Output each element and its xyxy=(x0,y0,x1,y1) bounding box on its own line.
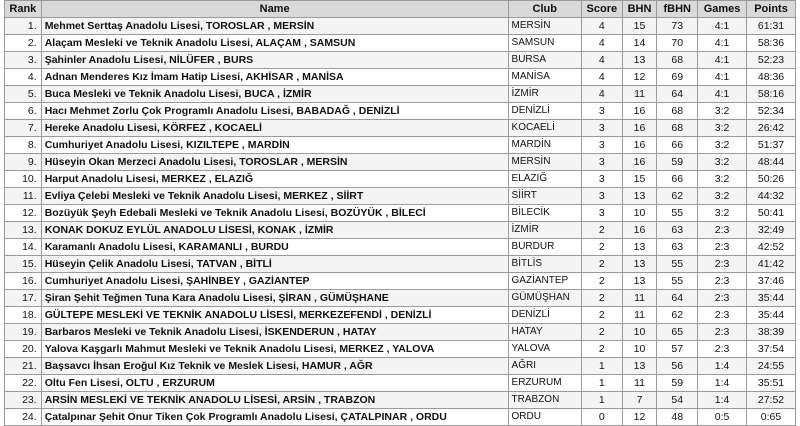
table-row xyxy=(5,290,796,307)
name-cell: Hüseyin Okan Merzeci Anadolu Lisesi, TOROSLAR , MERSİN xyxy=(41,154,508,171)
bhn-cell: 16 xyxy=(622,154,657,171)
fbhn-cell: 55 xyxy=(657,273,698,290)
points-cell: 52:23 xyxy=(747,52,796,69)
games-cell: 0:5 xyxy=(698,409,747,426)
table-row xyxy=(5,375,796,392)
games-cell: 2:3 xyxy=(698,239,747,256)
name-cell: KONAK DOKUZ EYLÜL ANADOLU LİSESİ, KONAK , İZMİR xyxy=(41,222,508,239)
games-cell: 4:1 xyxy=(698,52,747,69)
rank-cell: 18. xyxy=(5,307,42,324)
fbhn-cell: 55 xyxy=(657,256,698,273)
name-cell: Çatalpınar Şehit Onur Tiken Çok Programlı Anadolu Lisesi, ÇATALPINAR , ORDU xyxy=(41,409,508,426)
rank-cell: 23. xyxy=(5,392,42,409)
rank-cell: 9. xyxy=(5,154,42,171)
points-cell: 41:42 xyxy=(747,256,796,273)
rank-cell: 2. xyxy=(5,35,42,52)
fbhn-cell: 70 xyxy=(657,35,698,52)
header-rank: Rank xyxy=(5,1,42,18)
games-cell: 1:4 xyxy=(698,375,747,392)
bhn-cell: 10 xyxy=(622,324,657,341)
header-name: Name xyxy=(41,1,508,18)
name-cell: Evliya Çelebi Mesleki ve Teknik Anadolu Lisesi, MERKEZ , SİİRT xyxy=(41,188,508,205)
games-cell: 4:1 xyxy=(698,86,747,103)
games-cell: 4:1 xyxy=(698,35,747,52)
points-cell: 51:37 xyxy=(747,137,796,154)
games-cell: 3:2 xyxy=(698,188,747,205)
fbhn-cell: 68 xyxy=(657,52,698,69)
fbhn-cell: 57 xyxy=(657,341,698,358)
club-cell: SİİRT xyxy=(508,188,581,205)
club-cell: AĞRI xyxy=(508,358,581,375)
table-row xyxy=(5,324,796,341)
fbhn-cell: 68 xyxy=(657,103,698,120)
name-cell: Mehmet Serttaş Anadolu Lisesi, TOROSLAR , MERSİN xyxy=(41,18,508,35)
fbhn-cell: 59 xyxy=(657,375,698,392)
bhn-cell: 12 xyxy=(622,409,657,426)
club-cell: BİLECİK xyxy=(508,205,581,222)
rank-cell: 20. xyxy=(5,341,42,358)
table-row xyxy=(5,409,796,426)
games-cell: 1:4 xyxy=(698,392,747,409)
score-cell: 2 xyxy=(581,307,622,324)
fbhn-cell: 62 xyxy=(657,307,698,324)
games-cell: 3:2 xyxy=(698,120,747,137)
rank-cell: 15. xyxy=(5,256,42,273)
rank-cell: 16. xyxy=(5,273,42,290)
fbhn-cell: 54 xyxy=(657,392,698,409)
rank-cell: 8. xyxy=(5,137,42,154)
table-row xyxy=(5,273,796,290)
score-cell: 4 xyxy=(581,52,622,69)
points-cell: 50:26 xyxy=(747,171,796,188)
table-row xyxy=(5,188,796,205)
name-cell: Adnan Menderes Kız İmam Hatip Lisesi, AKHİSAR , MANİSA xyxy=(41,69,508,86)
table-body xyxy=(5,18,796,426)
table-row xyxy=(5,86,796,103)
table-row xyxy=(5,171,796,188)
score-cell: 2 xyxy=(581,341,622,358)
points-cell: 52:34 xyxy=(747,103,796,120)
points-cell: 37:46 xyxy=(747,273,796,290)
fbhn-cell: 59 xyxy=(657,154,698,171)
bhn-cell: 16 xyxy=(622,222,657,239)
rank-cell: 24. xyxy=(5,409,42,426)
rank-cell: 1. xyxy=(5,18,42,35)
score-cell: 1 xyxy=(581,358,622,375)
rank-cell: 11. xyxy=(5,188,42,205)
fbhn-cell: 66 xyxy=(657,137,698,154)
name-cell: GÜLTEPE MESLEKİ VE TEKNİK ANADOLU LİSESİ, MERKEZEFENDİ , DENİZLİ xyxy=(41,307,508,324)
bhn-cell: 13 xyxy=(622,188,657,205)
score-cell: 1 xyxy=(581,392,622,409)
points-cell: 48:44 xyxy=(747,154,796,171)
points-cell: 42:52 xyxy=(747,239,796,256)
games-cell: 2:3 xyxy=(698,341,747,358)
games-cell: 2:3 xyxy=(698,324,747,341)
standings-table-container xyxy=(4,0,796,426)
club-cell: İZMİR xyxy=(508,86,581,103)
bhn-cell: 16 xyxy=(622,120,657,137)
fbhn-cell: 73 xyxy=(657,18,698,35)
name-cell: Şahinler Anadolu Lisesi, NİLÜFER , BURS xyxy=(41,52,508,69)
rank-cell: 4. xyxy=(5,69,42,86)
bhn-cell: 14 xyxy=(622,35,657,52)
points-cell: 61:31 xyxy=(747,18,796,35)
name-cell: Oltu Fen Lisesi, OLTU , ERZURUM xyxy=(41,375,508,392)
score-cell: 3 xyxy=(581,137,622,154)
name-cell: Hüseyin Çelik Anadolu Lisesi, TATVAN , BİTLİ xyxy=(41,256,508,273)
table-row xyxy=(5,18,796,35)
bhn-cell: 12 xyxy=(622,69,657,86)
score-cell: 2 xyxy=(581,324,622,341)
table-row xyxy=(5,69,796,86)
rank-cell: 17. xyxy=(5,290,42,307)
club-cell: YALOVA xyxy=(508,341,581,358)
name-cell: ARSİN MESLEKİ VE TEKNİK ANADOLU LİSESİ, ARSİN , TRABZON xyxy=(41,392,508,409)
fbhn-cell: 56 xyxy=(657,358,698,375)
games-cell: 4:1 xyxy=(698,18,747,35)
fbhn-cell: 63 xyxy=(657,239,698,256)
header-fbhn: fBHN xyxy=(657,1,698,18)
name-cell: Şiran Şehit Teğmen Tuna Kara Anadolu Lisesi, ŞİRAN , GÜMÜŞHANE xyxy=(41,290,508,307)
games-cell: 3:2 xyxy=(698,137,747,154)
games-cell: 3:2 xyxy=(698,205,747,222)
fbhn-cell: 65 xyxy=(657,324,698,341)
header-bhn: BHN xyxy=(622,1,657,18)
fbhn-cell: 64 xyxy=(657,290,698,307)
name-cell: Yalova Kaşgarlı Mahmut Mesleki ve Teknik Anadolu Lisesi, MERKEZ , YALOVA xyxy=(41,341,508,358)
table-row xyxy=(5,358,796,375)
score-cell: 3 xyxy=(581,154,622,171)
bhn-cell: 13 xyxy=(622,358,657,375)
club-cell: İZMİR xyxy=(508,222,581,239)
name-cell: Hereke Anadolu Lisesi, KÖRFEZ , KOCAELİ xyxy=(41,120,508,137)
fbhn-cell: 66 xyxy=(657,171,698,188)
score-cell: 3 xyxy=(581,188,622,205)
table-row xyxy=(5,120,796,137)
table-row xyxy=(5,392,796,409)
bhn-cell: 10 xyxy=(622,341,657,358)
club-cell: MANİSA xyxy=(508,69,581,86)
rank-cell: 6. xyxy=(5,103,42,120)
points-cell: 58:16 xyxy=(747,86,796,103)
points-cell: 24:55 xyxy=(747,358,796,375)
table-row xyxy=(5,103,796,120)
club-cell: MERSİN xyxy=(508,154,581,171)
games-cell: 1:4 xyxy=(698,358,747,375)
table-row xyxy=(5,256,796,273)
name-cell: Bozüyük Şeyh Edebali Mesleki ve Teknik Anadolu Lisesi, BOZÜYÜK , BİLECİ xyxy=(41,205,508,222)
club-cell: ORDU xyxy=(508,409,581,426)
name-cell: Harput Anadolu Lisesi, MERKEZ , ELAZIĞ xyxy=(41,171,508,188)
table-row xyxy=(5,52,796,69)
score-cell: 2 xyxy=(581,290,622,307)
score-cell: 2 xyxy=(581,273,622,290)
table-row xyxy=(5,137,796,154)
points-cell: 35:44 xyxy=(747,307,796,324)
rank-cell: 22. xyxy=(5,375,42,392)
points-cell: 37:54 xyxy=(747,341,796,358)
club-cell: BURSA xyxy=(508,52,581,69)
club-cell: GAZİANTEP xyxy=(508,273,581,290)
name-cell: Cumhuriyet Anadolu Lisesi, KIZILTEPE , MARDİN xyxy=(41,137,508,154)
name-cell: Alaçam Mesleki ve Teknik Anadolu Lisesi, ALAÇAM , SAMSUN xyxy=(41,35,508,52)
table-row xyxy=(5,239,796,256)
bhn-cell: 11 xyxy=(622,290,657,307)
bhn-cell: 13 xyxy=(622,239,657,256)
fbhn-cell: 69 xyxy=(657,69,698,86)
points-cell: 27:52 xyxy=(747,392,796,409)
score-cell: 4 xyxy=(581,18,622,35)
games-cell: 2:3 xyxy=(698,273,747,290)
fbhn-cell: 68 xyxy=(657,120,698,137)
bhn-cell: 16 xyxy=(622,103,657,120)
rank-cell: 21. xyxy=(5,358,42,375)
bhn-cell: 13 xyxy=(622,256,657,273)
bhn-cell: 13 xyxy=(622,52,657,69)
fbhn-cell: 62 xyxy=(657,188,698,205)
rank-cell: 7. xyxy=(5,120,42,137)
score-cell: 2 xyxy=(581,222,622,239)
points-cell: 58:36 xyxy=(747,35,796,52)
rank-cell: 14. xyxy=(5,239,42,256)
club-cell: ERZURUM xyxy=(508,375,581,392)
fbhn-cell: 63 xyxy=(657,222,698,239)
header-games: Games xyxy=(698,1,747,18)
score-cell: 3 xyxy=(581,103,622,120)
club-cell: DENİZLİ xyxy=(508,103,581,120)
score-cell: 0 xyxy=(581,409,622,426)
club-cell: ELAZIĞ xyxy=(508,171,581,188)
table-row xyxy=(5,154,796,171)
games-cell: 2:3 xyxy=(698,307,747,324)
games-cell: 3:2 xyxy=(698,103,747,120)
rank-cell: 19. xyxy=(5,324,42,341)
rank-cell: 12. xyxy=(5,205,42,222)
club-cell: BİTLİS xyxy=(508,256,581,273)
header-score: Score xyxy=(581,1,622,18)
table-row xyxy=(5,205,796,222)
table-row xyxy=(5,35,796,52)
score-cell: 4 xyxy=(581,69,622,86)
club-cell: KOCAELİ xyxy=(508,120,581,137)
standings-table xyxy=(4,0,796,426)
header-points: Points xyxy=(747,1,796,18)
bhn-cell: 13 xyxy=(622,273,657,290)
name-cell: Hacı Mehmet Zorlu Çok Programlı Anadolu Lisesi, BABADAĞ , DENİZLİ xyxy=(41,103,508,120)
rank-cell: 5. xyxy=(5,86,42,103)
score-cell: 3 xyxy=(581,120,622,137)
name-cell: Cumhuriyet Anadolu Lisesi, ŞAHİNBEY , GAZİANTEP xyxy=(41,273,508,290)
table-row xyxy=(5,341,796,358)
name-cell: Buca Mesleki ve Teknik Anadolu Lisesi, BUCA , İZMİR xyxy=(41,86,508,103)
score-cell: 3 xyxy=(581,171,622,188)
table-row xyxy=(5,222,796,239)
name-cell: Başsavcı İhsan Eroğul Kız Teknik ve Meslek Lisesi, HAMUR , AĞR xyxy=(41,358,508,375)
header-club: Club xyxy=(508,1,581,18)
bhn-cell: 15 xyxy=(622,18,657,35)
club-cell: SAMSUN xyxy=(508,35,581,52)
club-cell: GÜMÜŞHAN xyxy=(508,290,581,307)
bhn-cell: 11 xyxy=(622,86,657,103)
score-cell: 4 xyxy=(581,86,622,103)
bhn-cell: 15 xyxy=(622,171,657,188)
points-cell: 44:32 xyxy=(747,188,796,205)
club-cell: MERSİN xyxy=(508,18,581,35)
fbhn-cell: 55 xyxy=(657,205,698,222)
rank-cell: 13. xyxy=(5,222,42,239)
score-cell: 2 xyxy=(581,239,622,256)
points-cell: 26:42 xyxy=(747,120,796,137)
name-cell: Karamanlı Anadolu Lisesi, KARAMANLI , BURDU xyxy=(41,239,508,256)
bhn-cell: 10 xyxy=(622,205,657,222)
bhn-cell: 11 xyxy=(622,307,657,324)
score-cell: 3 xyxy=(581,205,622,222)
club-cell: TRABZON xyxy=(508,392,581,409)
games-cell: 2:3 xyxy=(698,256,747,273)
bhn-cell: 16 xyxy=(622,137,657,154)
points-cell: 38:39 xyxy=(747,324,796,341)
points-cell: 48:36 xyxy=(747,69,796,86)
table-header-row xyxy=(5,1,796,18)
games-cell: 3:2 xyxy=(698,154,747,171)
score-cell: 4 xyxy=(581,35,622,52)
club-cell: HATAY xyxy=(508,324,581,341)
club-cell: DENİZLİ xyxy=(508,307,581,324)
club-cell: BURDUR xyxy=(508,239,581,256)
games-cell: 2:3 xyxy=(698,222,747,239)
rank-cell: 10. xyxy=(5,171,42,188)
fbhn-cell: 48 xyxy=(657,409,698,426)
table-row xyxy=(5,307,796,324)
score-cell: 2 xyxy=(581,256,622,273)
points-cell: 35:44 xyxy=(747,290,796,307)
bhn-cell: 7 xyxy=(622,392,657,409)
games-cell: 2:3 xyxy=(698,290,747,307)
points-cell: 0:65 xyxy=(747,409,796,426)
points-cell: 50:41 xyxy=(747,205,796,222)
games-cell: 3:2 xyxy=(698,171,747,188)
fbhn-cell: 64 xyxy=(657,86,698,103)
club-cell: MARDİN xyxy=(508,137,581,154)
score-cell: 1 xyxy=(581,375,622,392)
points-cell: 35:51 xyxy=(747,375,796,392)
bhn-cell: 11 xyxy=(622,375,657,392)
name-cell: Barbaros Mesleki ve Teknik Anadolu Lisesi, İSKENDERUN , HATAY xyxy=(41,324,508,341)
rank-cell: 3. xyxy=(5,52,42,69)
points-cell: 32:49 xyxy=(747,222,796,239)
games-cell: 4:1 xyxy=(698,69,747,86)
